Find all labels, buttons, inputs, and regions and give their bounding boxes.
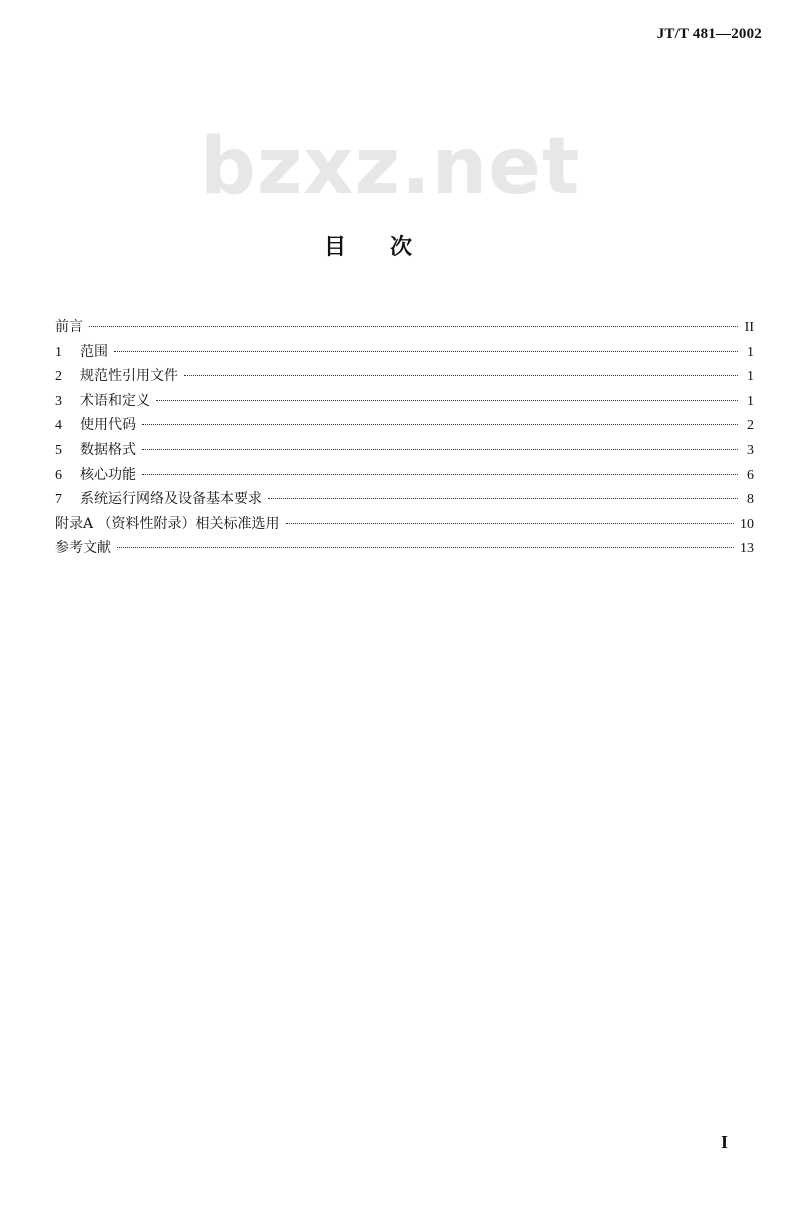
toc-leader-dots	[89, 326, 738, 327]
toc-entry-number: 1	[55, 344, 62, 360]
toc-entry-page: 1	[747, 369, 754, 385]
toc-entry-references[interactable]	[55, 537, 754, 562]
toc-leader-dots	[286, 523, 734, 524]
toc-entry-label: 核心功能	[80, 466, 136, 483]
toc-entry-label: 系统运行网络及设备基本要求	[80, 491, 262, 508]
toc-leader-dots	[156, 400, 738, 401]
toc-entry-page: 2	[747, 418, 754, 434]
toc-entry-1[interactable]	[55, 341, 754, 366]
watermark: bzxz.net	[200, 122, 581, 212]
toc-entry-page: 3	[747, 442, 754, 458]
toc-leader-dots	[142, 424, 738, 425]
toc-leader-dots	[184, 375, 738, 376]
toc-entry-number: 6	[55, 467, 62, 483]
toc-entry-label: 范围	[80, 343, 108, 360]
toc-entry-page: 1	[747, 393, 754, 409]
toc-leader-dots	[268, 498, 738, 499]
toc-entry-label: 数据格式	[80, 441, 136, 458]
toc-entry-label: 术语和定义	[80, 392, 150, 409]
toc-entry-appendix-a[interactable]	[55, 513, 754, 538]
toc-entry-number: 7	[55, 492, 62, 508]
toc-entry-number: 4	[55, 418, 62, 434]
toc-entry-page: II	[744, 320, 754, 335]
toc-leader-dots	[142, 449, 738, 450]
toc-entry-label: 使用代码	[80, 417, 136, 434]
toc-entry-3[interactable]	[55, 390, 754, 415]
toc-entry-number: 3	[55, 393, 62, 409]
toc-entry-page: 1	[747, 344, 754, 360]
toc-leader-dots	[114, 351, 738, 352]
toc-list	[55, 316, 754, 562]
toc-entry-page: 10	[740, 516, 754, 532]
toc-leader-dots	[142, 474, 738, 475]
toc-entry-5[interactable]	[55, 439, 754, 464]
toc-title: 目次	[323, 235, 456, 260]
toc-entry-7[interactable]	[55, 488, 754, 513]
toc-entry-2[interactable]	[55, 365, 754, 390]
page-number: I	[720, 1132, 728, 1152]
toc-entry-label: 附录A （资料性附录）相关标准选用	[55, 515, 280, 532]
toc-entry-label: 参考文献	[55, 540, 111, 557]
toc-leader-dots	[117, 547, 734, 548]
toc-entry-number: 5	[55, 442, 62, 458]
toc-entry-6[interactable]	[55, 464, 754, 489]
toc-entry-number: 2	[55, 369, 62, 385]
toc-entry-4[interactable]	[55, 414, 754, 439]
standard-code: JT/T 481—2002	[656, 26, 762, 42]
toc-entry-preface[interactable]	[55, 316, 754, 341]
toc-entry-label: 规范性引用文件	[80, 368, 178, 385]
toc-entry-page: 8	[747, 492, 754, 508]
toc-entry-page: 6	[747, 467, 754, 483]
toc-entry-label: 前言	[55, 319, 83, 335]
toc-entry-page: 13	[740, 541, 754, 557]
